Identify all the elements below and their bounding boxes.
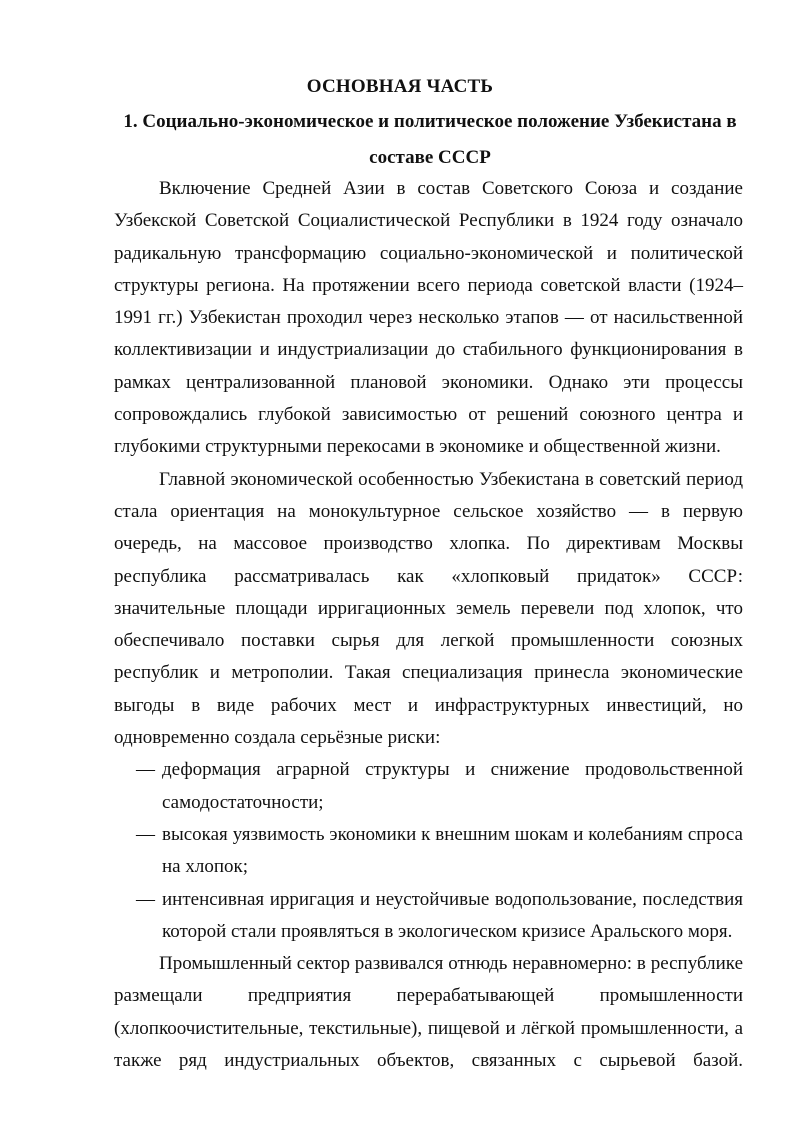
list-item: [114, 819, 743, 884]
risk-list: [114, 754, 743, 948]
main-heading: ОСНОВНАЯ ЧАСТЬ: [306, 76, 494, 97]
bullet-dash: —: [136, 888, 155, 910]
list-item-text: деформация аграрной структуры и снижение продовольственной самодостаточности;: [162, 759, 743, 813]
list-item-text: высокая уязвимость экономики к внешним шокам и колебаниям спроса на хлопок;: [162, 823, 743, 878]
paragraph-intro: Включение Средней Азии в состав Советского Союза и создание Узбекской Советской Социалистической Республики в 1924 году означало радикальную трансформацию социально-экономической и политической структуры региона. На протяжении всего периода советской власти (1924–1991 гг.) Узбекистан проходил через несколько этапов — от насильственной коллективизации и индустриализации до стабильного функционирования в рамках централизованной плановой экономики. Однако эти процессы сопровождались глубокой зависимостью от решений союзного центра и глубокими структурными перекосами в экономике и общественной жизни.: [114, 178, 743, 458]
paragraph-economy: Главной экономической особенностью Узбекистана в советский период стала ориентация на монокультурное сельское хозяйство — в первую очередь, на массовое производство хлопка. По директивам Москвы республика рассматривалась как «хлопковый придаток» СССР: значительные площади ирригационных земель перевели под хлопок, что обеспечивало поставки сырья для легкой промышленности союзных республик и метрополии. Такая специализация принесла экономические выгоды в виде рабочих мест и инфраструктурных инвестиций, но одновременно создала серьёзные риски:: [114, 468, 743, 749]
list-item-text: интенсивная ирригация и неустойчивые водопользование, последствия которой стали проявляться в экологическом кризисе Аральского моря.: [162, 888, 743, 942]
list-item: [114, 754, 743, 819]
section-heading: 1. Социально-экономическое и политическое положение Узбекистана в составе СССР: [123, 111, 737, 168]
paragraph-industry: Промышленный сектор развивался отнюдь неравномерно: в республике размещали предприятия перерабатывающей промышленности (хлопкоочистительные, текстильные), пищевой и лёгкой промышленности, а также ряд индустриальных объектов, связанных с сырьевой базой.: [114, 953, 743, 1072]
list-item: [114, 884, 743, 949]
bullet-dash: —: [136, 823, 155, 845]
bullet-dash: —: [136, 759, 155, 781]
body-text: [114, 173, 743, 1077]
